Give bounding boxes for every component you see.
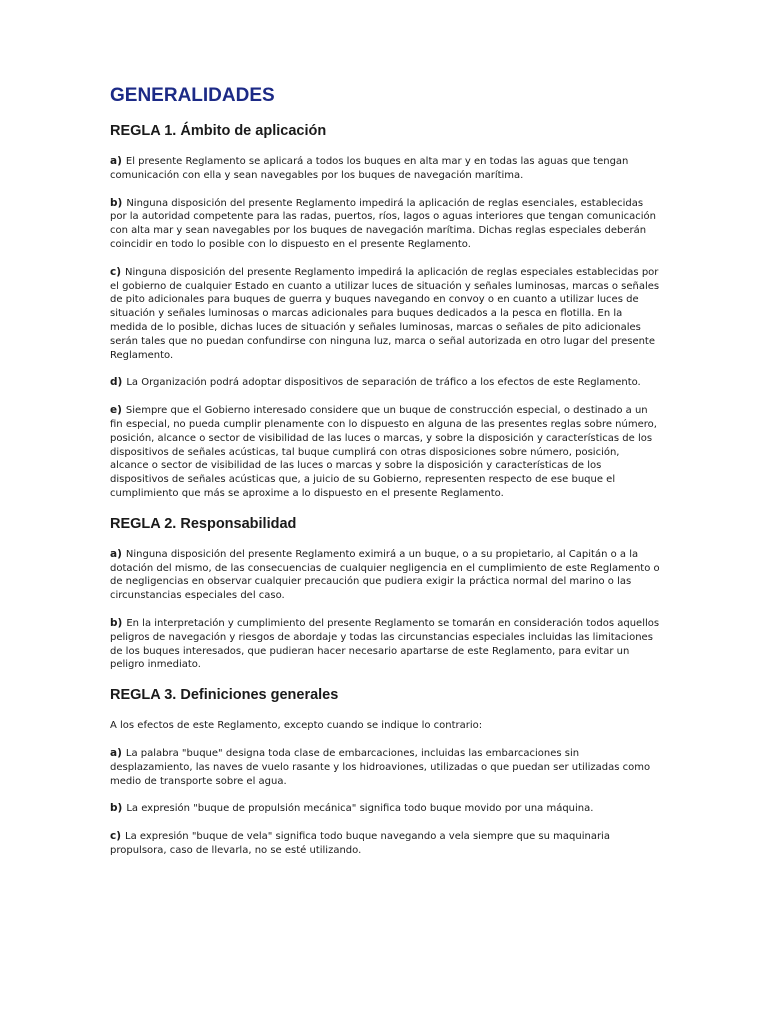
paragraph-text: La expresión "buque de vela" significa todo buque navegando a vela siempre que su maquinaria propulsora, caso de llevarla, no se esté utilizando. [110,831,610,856]
rule-3-section [110,686,660,858]
rule-2-paragraph-b [110,617,660,672]
paragraph-text: Siempre que el Gobierno interesado considere que un buque de construcción especial, o destinado a un fin especial, no pueda cumplir plenamente con lo dispuesto en alguna de las presentes reglas sobre número, posición, alcance o sector de visibilidad de las luces o marcas, y sobre la disposición y características de los dispositivos de señales acústicas, tal buque cumplirá con otras disposiciones sobre número, posición, alcance o sector de visibilidad de las luces o marcas y sobre la disposición y características de los dispositivos de señales acústicas que, a juicio de su Gobierno, representen respecto de ese buque el cumplimiento que más se aproxime a lo dispuesto en el presente Reglamento. [110,405,657,499]
paragraph-text: La palabra "buque" designa toda clase de embarcaciones, incluidas las embarcaciones sin desplazamiento, las naves de vuelo rasante y los hidroaviones, utilizadas o que puedan ser utilizadas como medio de transporte sobre el agua. [110,747,651,787]
paragraph-label: b) [110,802,123,815]
paragraph-text: La expresión "buque de propulsión mecánica" significa todo buque movido por una máquina. [126,803,594,815]
rule-1-paragraph-d [110,376,660,390]
paragraph-text: Ninguna disposición del presente Reglamento impedirá la aplicación de reglas especiales establecidas por el gobierno de cualquier Estado en cuanto a utilizar luces de situación y señales luminosas, marcas o señales de pito adicionales para buques de guerra y buques navegando en convoy o en cuanto a utilizar luces de situación y señales luminosas o marcas adicionales para buques dedicados a la pesca en flotilla. En la medida de lo posible, dichas luces de situación y señales luminosas, marcas o señales de pito adicionales serán tales que no puedan confundirse con ninguna luz, marca o señal autorizada en otro lugar del presente Reglamento. [110,266,660,361]
paragraph-label: c) [110,830,122,843]
rule-1-paragraph-a [110,155,660,183]
paragraph-text: Ninguna disposición del presente Reglamento impedirá la aplicación de reglas esenciales, establecidas por la autoridad competente para las radas, puertos, ríos, lagos o aguas interiores que tengan comunicación con alta mar y sean navegables por los buques de navegación marítima. Dichas reglas especiales deberán coincidir en todo lo posible con lo dispuesto en el presente Reglamento. [110,197,656,250]
document-page [110,84,660,872]
rule-3-paragraph-c [110,830,660,858]
paragraph-label: c) [110,265,122,278]
paragraph-label: b) [110,196,123,209]
rule-3-paragraph-b [110,802,660,816]
paragraph-label: d) [110,376,123,389]
paragraph-label: b) [110,616,123,629]
rule-1-paragraph-c [110,266,660,363]
paragraph-text: Ninguna disposición del presente Reglamento eximirá a un buque, o a su propietario, al Capitán o a la dotación del mismo, de las consecuencias de cualquier negligencia en el cumplimiento de este Reglamento o de negligencias en observar cualquier precaución que pudiera exigir la práctica normal del marino o las circunstancias especiales del caso. [110,548,660,602]
rule-1-paragraph-b [110,197,660,252]
rule-3-intro [110,719,660,733]
paragraph-text: La Organización podrá adoptar dispositivos de separación de tráfico a los efectos de este Reglamento. [126,377,641,389]
rule-1-section [110,122,660,501]
rule-1-title: REGLA 1. Ámbito de aplicación [110,123,327,139]
paragraph-label: a) [110,746,122,759]
rule-1-paragraph-e [110,404,660,501]
rule-3-title: REGLA 3. Definiciones generales [110,687,339,704]
rule-2-paragraph-a [110,548,660,603]
paragraph-text: El presente Reglamento se aplicará a todos los buques en alta mar y en todas las aguas que tengan comunicación con ella y sean navegables por los buques de navegación marítima. [110,156,629,181]
rule-2-section [110,515,660,672]
document-heading: GENERALIDADES [110,85,275,106]
rule-2-title: REGLA 2. Responsabilidad [110,515,297,532]
paragraph-text: A los efectos de este Reglamento, excepto cuando se indique lo contrario: [110,720,483,732]
paragraph-label: a) [110,155,122,167]
paragraph-label: a) [110,547,122,560]
paragraph-text: En la interpretación y cumplimiento del presente Reglamento se tomarán en consideración todos aquellos peligros de navegación y riesgos de abordaje y todas las circunstancias especiales incluidas las limitaciones de los buques interesados, que pudieran hacer necesario apartarse de este Reglamento, para evitar un peligro inmediato. [110,617,660,671]
rule-3-paragraph-a [110,747,660,788]
paragraph-label: e) [110,404,122,417]
